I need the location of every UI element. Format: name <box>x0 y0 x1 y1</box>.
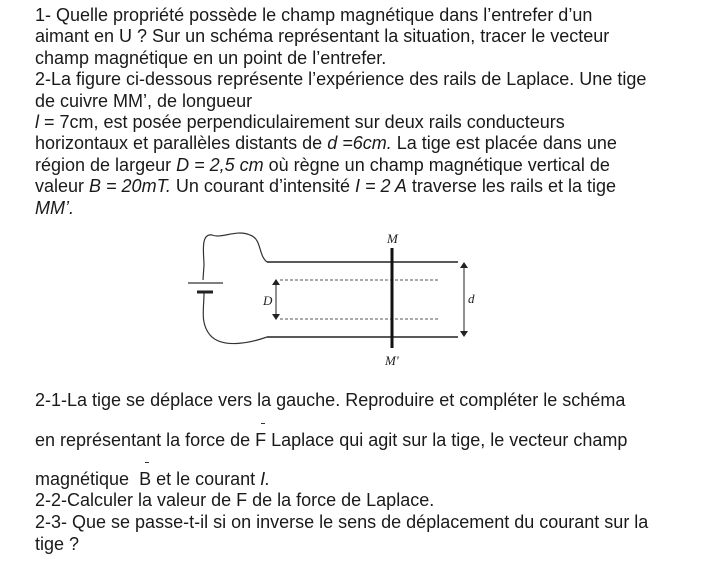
laplace-rails-figure <box>170 225 480 375</box>
text: traverse les rails et la tige <box>406 176 616 196</box>
text: Un courant d’intensité <box>170 176 356 196</box>
text-line: tige ? <box>35 534 80 554</box>
text-line <box>35 469 270 490</box>
question-2-1: 2-1-La tige se déplace vers la gauche. Reproduire et compléter le schéma <box>35 390 626 410</box>
var-I: I. <box>260 469 271 489</box>
text: où règne un champ magnétique vertical de <box>263 155 610 175</box>
text-line <box>35 133 617 154</box>
text: et le courant <box>151 469 261 489</box>
text-line: aimant en U ? Sur un schéma représentant la situation, tracer le vecteur <box>35 26 610 46</box>
text-line: champ magnétique en un point de l’entrefer. <box>35 48 387 68</box>
question-2-2: 2-2-Calculer la valeur de F de la force de Laplace. <box>35 490 435 510</box>
label-d: d <box>468 291 475 306</box>
text: valeur <box>35 176 90 196</box>
text: région de largeur <box>35 155 177 175</box>
var-l: l <box>35 112 39 132</box>
var-B: B = 20mT. <box>89 176 171 196</box>
var-I: I = 2 A <box>355 176 407 196</box>
text: La tige est placée dans une <box>391 133 617 153</box>
text-line: de cuivre MM’, de longueur <box>35 91 253 111</box>
question-2-3: 2-3- Que se passe-t-il si on inverse le sens de déplacement du courant sur la <box>35 512 649 532</box>
var-d: d =6cm. <box>327 133 392 153</box>
text: magnétique <box>35 469 140 489</box>
text-line <box>35 198 74 219</box>
text-line: 2-La figure ci-dessous représente l’expérience des rails de Laplace. Une tige <box>35 69 647 89</box>
text-line <box>35 430 627 451</box>
text: = 7cm, est posée perpendiculairement sur deux rails conducteurs <box>39 112 565 132</box>
text-line <box>35 176 616 197</box>
wire <box>203 233 267 344</box>
label-D: D <box>263 293 273 308</box>
var-D: D = 2,5 cm <box>176 155 264 175</box>
text: horizontaux et parallèles distants de <box>35 133 328 153</box>
text: en représentant la force de <box>35 430 256 450</box>
text-line: 1- Quelle propriété possède le champ magnétique dans l’entrefer d’un <box>35 5 593 25</box>
label-Mprime: M' <box>385 353 399 368</box>
text-line <box>35 112 565 133</box>
label-M: M <box>387 231 398 246</box>
vector-B: B <box>139 469 152 489</box>
var-MM: MM’. <box>35 198 74 218</box>
text-line <box>35 155 610 176</box>
text: Laplace qui agit sur la tige, le vecteur champ <box>266 430 628 450</box>
vector-F: F <box>255 430 267 450</box>
